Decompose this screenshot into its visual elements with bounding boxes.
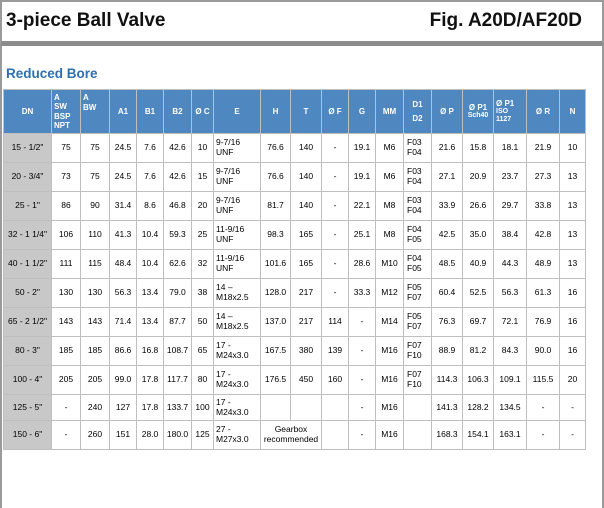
- cell-a1: 24.5: [110, 134, 137, 163]
- cell-op: 76.3: [432, 308, 463, 337]
- cell-dn: 32 - 1 1/4": [4, 221, 52, 250]
- cell-dn: 20 - 3/4": [4, 163, 52, 192]
- cell-n: 13: [560, 250, 586, 279]
- cell-abw: 260: [81, 421, 110, 450]
- cell-e: 11-9/16 UNF: [214, 221, 261, 250]
- cell-abw: 185: [81, 337, 110, 366]
- cell-g: -: [349, 421, 376, 450]
- cell-t: 140: [291, 134, 322, 163]
- cell-h: 81.7: [261, 192, 291, 221]
- cell-abw: 110: [81, 221, 110, 250]
- cell-op: 60.4: [432, 279, 463, 308]
- cell-g: -: [349, 308, 376, 337]
- cell-abw: 90: [81, 192, 110, 221]
- cell-or: 27.3: [527, 163, 560, 192]
- table-row: [4, 337, 603, 366]
- cell-dn: 125 - 5": [4, 395, 52, 421]
- cell-abw: 75: [81, 134, 110, 163]
- cell-oc: 15: [192, 163, 214, 192]
- col-mm: MM: [376, 90, 404, 134]
- cell-e: 27 - M27x3.0: [214, 421, 261, 450]
- cell-b2: 133.7: [164, 395, 192, 421]
- cell-or: 61.3: [527, 279, 560, 308]
- cell-abw: 75: [81, 163, 110, 192]
- cell-op: 42.5: [432, 221, 463, 250]
- cell-of: -: [322, 250, 349, 279]
- cell-b2: 46.8: [164, 192, 192, 221]
- cell-or: 115.5: [527, 366, 560, 395]
- cell-abw: 240: [81, 395, 110, 421]
- cell-op1s: 15.8: [463, 134, 494, 163]
- cell-dn: 150 - 6": [4, 421, 52, 450]
- cell-b2: 79.0: [164, 279, 192, 308]
- col-e: E: [214, 90, 261, 134]
- cell-b2: 108.7: [164, 337, 192, 366]
- cell-oc: 125: [192, 421, 214, 450]
- col-op1-iso: Ø P1 ISO 1127: [494, 90, 527, 134]
- cell-mm: M16: [376, 366, 404, 395]
- table-row: [4, 421, 603, 450]
- cell-g: 25.1: [349, 221, 376, 250]
- cell-asw: 106: [52, 221, 81, 250]
- cell-op1s: 52.5: [463, 279, 494, 308]
- cell-op: 21.6: [432, 134, 463, 163]
- cell-d1-d2: F07 F10: [404, 366, 432, 395]
- cell-h: 176.5: [261, 366, 291, 395]
- cell-t: 217: [291, 308, 322, 337]
- table-row: [4, 192, 603, 221]
- cell-b2: 180.0: [164, 421, 192, 450]
- cell-d1-d2: F04 F05: [404, 221, 432, 250]
- cell-a1: 99.0: [110, 366, 137, 395]
- cell-n: 16: [560, 308, 586, 337]
- cell-op: 27.1: [432, 163, 463, 192]
- cell-mm: M6: [376, 163, 404, 192]
- cell-g: 22.1: [349, 192, 376, 221]
- cell-op1i: 23.7: [494, 163, 527, 192]
- cell-e: 14 – M18x2.5: [214, 279, 261, 308]
- cell-n: -: [560, 395, 586, 421]
- cell-asw: 111: [52, 250, 81, 279]
- cell-asw: 73: [52, 163, 81, 192]
- cell-dn: 65 - 2 1/2": [4, 308, 52, 337]
- cell-of: [322, 395, 349, 421]
- cell-b1: 28.0: [137, 421, 164, 450]
- cell-e: 11-9/16 UNF: [214, 250, 261, 279]
- cell-h: 167.5: [261, 337, 291, 366]
- cell-op1s: 35.0: [463, 221, 494, 250]
- cell-asw: 86: [52, 192, 81, 221]
- cell-op1s: 106.3: [463, 366, 494, 395]
- cell-mm: M6: [376, 134, 404, 163]
- cell-op1s: 154.1: [463, 421, 494, 450]
- cell-b1: 13.4: [137, 308, 164, 337]
- col-op: Ø P: [432, 90, 463, 134]
- dimension-table: [3, 89, 603, 450]
- cell-op: 141.3: [432, 395, 463, 421]
- cell-a1: 31.4: [110, 192, 137, 221]
- cell-op: 88.9: [432, 337, 463, 366]
- document-title: 3-piece Ball Valve: [6, 10, 166, 31]
- cell-a1: 127: [110, 395, 137, 421]
- cell-asw: 205: [52, 366, 81, 395]
- cell-e: 9-7/16 UNF: [214, 163, 261, 192]
- cell-b2: 59.3: [164, 221, 192, 250]
- cell-n: -: [560, 421, 586, 450]
- cell-abw: 205: [81, 366, 110, 395]
- cell-mm: M16: [376, 421, 404, 450]
- cell-op1s: 20.9: [463, 163, 494, 192]
- cell-d1-d2: F03 F04: [404, 163, 432, 192]
- cell-d1-d2: [404, 421, 432, 450]
- cell-b1: 10.4: [137, 221, 164, 250]
- figure-number: Fig. A20D/AF20D: [429, 10, 582, 31]
- cell-b2: 42.6: [164, 134, 192, 163]
- cell-op1s: 26.6: [463, 192, 494, 221]
- cell-d1-d2: F05 F07: [404, 279, 432, 308]
- cell-op1i: 134.5: [494, 395, 527, 421]
- cell-asw: -: [52, 395, 81, 421]
- cell-b1: 7.6: [137, 134, 164, 163]
- cell-gearbox-note: Gearbox recommended: [261, 421, 322, 450]
- cell-b2: 62.6: [164, 250, 192, 279]
- cell-b1: 13.4: [137, 279, 164, 308]
- cell-abw: 115: [81, 250, 110, 279]
- cell-of: -: [322, 192, 349, 221]
- cell-op1i: 84.3: [494, 337, 527, 366]
- table-row: [4, 221, 603, 250]
- cell-op1i: 72.1: [494, 308, 527, 337]
- cell-t: 165: [291, 221, 322, 250]
- cell-d1-d2: F07 F10: [404, 337, 432, 366]
- col-or: Ø R: [527, 90, 560, 134]
- col-a-sw: A SW BSP NPT: [52, 90, 81, 134]
- cell-op: 168.3: [432, 421, 463, 450]
- cell-or: -: [527, 421, 560, 450]
- cell-op1i: 56.3: [494, 279, 527, 308]
- cell-t: 380: [291, 337, 322, 366]
- cell-n: 16: [560, 337, 586, 366]
- cell-mm: M8: [376, 221, 404, 250]
- cell-of: -: [322, 221, 349, 250]
- cell-mm: M16: [376, 395, 404, 421]
- cell-h: 76.6: [261, 134, 291, 163]
- cell-asw: 130: [52, 279, 81, 308]
- cell-e: 9-7/16 UNF: [214, 192, 261, 221]
- col-of: Ø F: [322, 90, 349, 134]
- cell-g: -: [349, 395, 376, 421]
- cell-e: 17 - M24x3.0: [214, 337, 261, 366]
- cell-g: 28.6: [349, 250, 376, 279]
- cell-d1-d2: F03 F04: [404, 134, 432, 163]
- cell-mm: M14: [376, 308, 404, 337]
- col-g: G: [349, 90, 376, 134]
- cell-g: 19.1: [349, 163, 376, 192]
- cell-d1-d2: F05 F07: [404, 308, 432, 337]
- cell-b2: 87.7: [164, 308, 192, 337]
- cell-op: 48.5: [432, 250, 463, 279]
- cell-t: 450: [291, 366, 322, 395]
- cell-or: 90.0: [527, 337, 560, 366]
- cell-mm: M16: [376, 337, 404, 366]
- cell-op1i: 18.1: [494, 134, 527, 163]
- cell-dn: 80 - 3": [4, 337, 52, 366]
- cell-t: 217: [291, 279, 322, 308]
- cell-op: 114.3: [432, 366, 463, 395]
- cell-a1: 41.3: [110, 221, 137, 250]
- document-header: [0, 0, 604, 46]
- col-a-bw: A BW: [81, 90, 110, 134]
- cell-n: 16: [560, 279, 586, 308]
- cell-op1s: 128.2: [463, 395, 494, 421]
- cell-op: 33.9: [432, 192, 463, 221]
- cell-of: [322, 421, 349, 450]
- cell-t: [291, 395, 322, 421]
- cell-d1-d2: [404, 395, 432, 421]
- cell-oc: 100: [192, 395, 214, 421]
- cell-e: 14 – M18x2.5: [214, 308, 261, 337]
- col-dn: DN: [4, 90, 52, 134]
- cell-e: 17 - M24x3.0: [214, 395, 261, 421]
- cell-dn: 15 - 1/2": [4, 134, 52, 163]
- cell-op1i: 29.7: [494, 192, 527, 221]
- cell-oc: 20: [192, 192, 214, 221]
- cell-n: 13: [560, 221, 586, 250]
- section-subtitle: Reduced Bore: [6, 66, 98, 81]
- col-a1: A1: [110, 90, 137, 134]
- cell-asw: -: [52, 421, 81, 450]
- cell-of: -: [322, 134, 349, 163]
- cell-oc: 38: [192, 279, 214, 308]
- cell-oc: 10: [192, 134, 214, 163]
- cell-of: 139: [322, 337, 349, 366]
- cell-e: 17 - M24x3.0: [214, 366, 261, 395]
- cell-asw: 185: [52, 337, 81, 366]
- cell-op1i: 163.1: [494, 421, 527, 450]
- cell-b1: 10.4: [137, 250, 164, 279]
- cell-op1s: 81.2: [463, 337, 494, 366]
- cell-g: 33.3: [349, 279, 376, 308]
- cell-a1: 24.5: [110, 163, 137, 192]
- cell-h: [261, 395, 291, 421]
- table-row: [4, 134, 603, 163]
- cell-dn: 40 - 1 1/2": [4, 250, 52, 279]
- cell-a1: 86.6: [110, 337, 137, 366]
- cell-g: -: [349, 366, 376, 395]
- cell-abw: 143: [81, 308, 110, 337]
- cell-or: 33.8: [527, 192, 560, 221]
- cell-n: 13: [560, 192, 586, 221]
- cell-b1: 7.6: [137, 163, 164, 192]
- table-row: [4, 395, 603, 421]
- cell-n: 20: [560, 366, 586, 395]
- cell-asw: 143: [52, 308, 81, 337]
- col-oc: Ø C: [192, 90, 214, 134]
- cell-or: 76.9: [527, 308, 560, 337]
- cell-b1: 17.8: [137, 395, 164, 421]
- cell-t: 165: [291, 250, 322, 279]
- col-n: N: [560, 90, 586, 134]
- cell-op1i: 38.4: [494, 221, 527, 250]
- cell-op1i: 109.1: [494, 366, 527, 395]
- cell-oc: 32: [192, 250, 214, 279]
- cell-h: 98.3: [261, 221, 291, 250]
- table-row: [4, 308, 603, 337]
- cell-or: 21.9: [527, 134, 560, 163]
- cell-op1s: 69.7: [463, 308, 494, 337]
- cell-mm: M12: [376, 279, 404, 308]
- cell-op1i: 44.3: [494, 250, 527, 279]
- cell-oc: 50: [192, 308, 214, 337]
- col-h: H: [261, 90, 291, 134]
- cell-dn: 50 - 2": [4, 279, 52, 308]
- cell-oc: 65: [192, 337, 214, 366]
- cell-d1-d2: F04 F05: [404, 250, 432, 279]
- cell-h: 101.6: [261, 250, 291, 279]
- cell-h: 128.0: [261, 279, 291, 308]
- cell-a1: 56.3: [110, 279, 137, 308]
- col-b1: B1: [137, 90, 164, 134]
- cell-op1s: 40.9: [463, 250, 494, 279]
- cell-dn: 25 - 1": [4, 192, 52, 221]
- col-op1-sch40: Ø P1 Sch40: [463, 90, 494, 134]
- cell-a1: 151: [110, 421, 137, 450]
- cell-b2: 42.6: [164, 163, 192, 192]
- cell-b2: 117.7: [164, 366, 192, 395]
- cell-of: 114: [322, 308, 349, 337]
- cell-of: -: [322, 279, 349, 308]
- cell-b1: 8.6: [137, 192, 164, 221]
- table-row: [4, 366, 603, 395]
- cell-or: 48.9: [527, 250, 560, 279]
- cell-abw: 130: [81, 279, 110, 308]
- cell-or: -: [527, 395, 560, 421]
- cell-d1-d2: F03 F04: [404, 192, 432, 221]
- table-row: [4, 279, 603, 308]
- table-row: [4, 250, 603, 279]
- cell-n: 13: [560, 163, 586, 192]
- col-t: T: [291, 90, 322, 134]
- cell-oc: 25: [192, 221, 214, 250]
- cell-t: 140: [291, 163, 322, 192]
- cell-mm: M10: [376, 250, 404, 279]
- cell-b1: 17.8: [137, 366, 164, 395]
- table-row: [4, 163, 603, 192]
- cell-h: 137.0: [261, 308, 291, 337]
- cell-mm: M8: [376, 192, 404, 221]
- cell-h: 76.6: [261, 163, 291, 192]
- cell-b1: 16.8: [137, 337, 164, 366]
- cell-n: 10: [560, 134, 586, 163]
- cell-e: 9-7/16 UNF: [214, 134, 261, 163]
- cell-dn: 100 - 4": [4, 366, 52, 395]
- col-b2: B2: [164, 90, 192, 134]
- table-header-row: [4, 90, 603, 134]
- cell-or: 42.8: [527, 221, 560, 250]
- cell-oc: 80: [192, 366, 214, 395]
- cell-t: 140: [291, 192, 322, 221]
- cell-of: 160: [322, 366, 349, 395]
- cell-asw: 75: [52, 134, 81, 163]
- cell-a1: 48.4: [110, 250, 137, 279]
- cell-of: -: [322, 163, 349, 192]
- cell-g: 19.1: [349, 134, 376, 163]
- col-d1-d2: D1 D2: [404, 90, 432, 134]
- cell-a1: 71.4: [110, 308, 137, 337]
- cell-g: -: [349, 337, 376, 366]
